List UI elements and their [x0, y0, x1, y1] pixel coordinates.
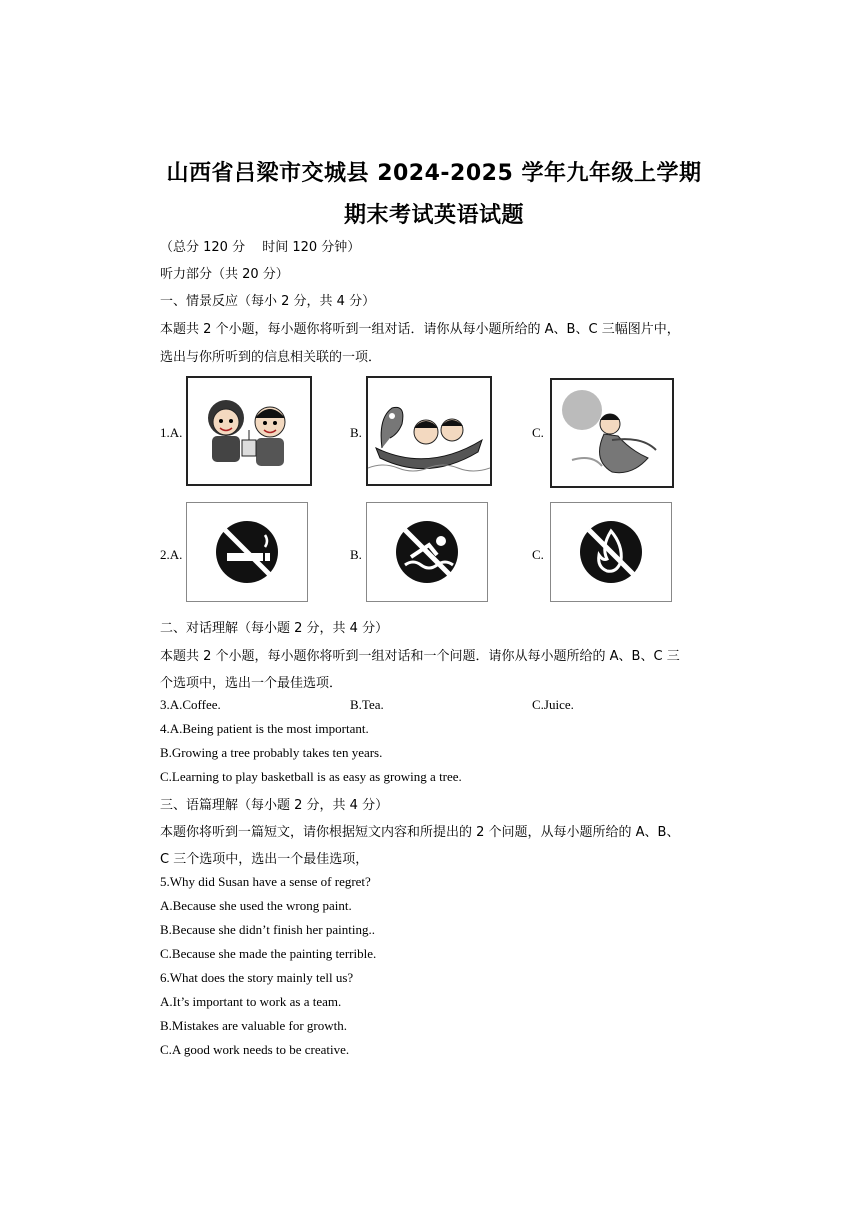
listening-part-heading: 听力部分（共 20 分） — [160, 267, 289, 282]
q4-option-c: C.Learning to play basketball is as easy as growing a tree. — [160, 769, 462, 784]
section1-instruction-1: 本题共 2 个小题，每小题你将听到一组对话．请你从每小题所给的 A、B、C 三幅图片中， — [160, 322, 680, 337]
q3-option-b: B.Tea. — [350, 697, 384, 712]
dragon-boat-image — [366, 376, 492, 486]
no-fire-sign-box — [550, 502, 672, 602]
no-smoking-icon — [187, 503, 307, 601]
exam-title-line1: 山西省吕梁市交城县 2024-2025 学年九年级上学期 — [166, 161, 702, 186]
q2-label-b: B. — [350, 547, 362, 562]
q5-option-b: B.Because she didn’t finish her painting.. — [160, 922, 375, 937]
q2-label-a: 2.A. — [160, 547, 183, 562]
q1-label-c: C. — [532, 425, 544, 440]
no-fire-icon — [551, 503, 671, 601]
section2-instruction-2: 个选项中，选出一个最佳选项． — [160, 676, 343, 691]
section2-heading: 二、对话理解（每小题 2 分，共 4 分） — [160, 621, 389, 636]
section3-instruction-2: C 三个选项中，选出一个最佳选项， — [160, 852, 369, 867]
q1-label-b: B. — [350, 425, 362, 440]
no-smoking-sign-box — [186, 502, 308, 602]
q2-label-c: C. — [532, 547, 544, 562]
q6-question: 6.What does the story mainly tell us? — [160, 970, 354, 985]
q4-option-a: 4.A.Being patient is the most important. — [160, 721, 369, 736]
section1-heading: 一、情景反应（每小 2 分，共 4 分） — [160, 294, 376, 309]
section1-instruction-2: 选出与你所听到的信息相关联的一项． — [160, 350, 382, 365]
section3-heading: 三、语篇理解（每小题 2 分，共 4 分） — [160, 798, 389, 813]
section3-instruction-1: 本题你将听到一篇短文，请你根据短文内容和所提出的 2 个问题，从每小题所给的 A、B、 — [160, 825, 680, 840]
no-swimming-icon — [367, 503, 487, 601]
festival-kids-lantern-image — [186, 376, 312, 486]
q5-option-c: C.Because she made the painting terrible. — [160, 946, 377, 961]
exam-meta: （总分 120 分 时间 120 分钟） — [160, 240, 361, 255]
q5-question: 5.Why did Susan have a sense of regret? — [160, 874, 371, 889]
q6-option-a: A.It’s important to work as a team. — [160, 994, 342, 1009]
exam-title-line2: 期末考试英语试题 — [343, 203, 524, 228]
q1-label-a: 1.A. — [160, 425, 183, 440]
no-swimming-sign-box — [366, 502, 488, 602]
q5-option-a: A.Because she used the wrong paint. — [160, 898, 352, 913]
q6-option-b: B.Mistakes are valuable for growth. — [160, 1018, 348, 1033]
moon-goddess-image — [550, 378, 674, 488]
q3-option-a: 3.A.Coffee. — [160, 697, 221, 712]
q3-option-c: C.Juice. — [532, 697, 574, 712]
section2-instruction-1: 本题共 2 个小题，每小题你将听到一组对话和一个问题．请你从每小题所给的 A、B、C 三 — [160, 649, 680, 664]
q4-option-b: B.Growing a tree probably takes ten years. — [160, 745, 383, 760]
q6-option-c: C.A good work needs to be creative. — [160, 1042, 350, 1057]
